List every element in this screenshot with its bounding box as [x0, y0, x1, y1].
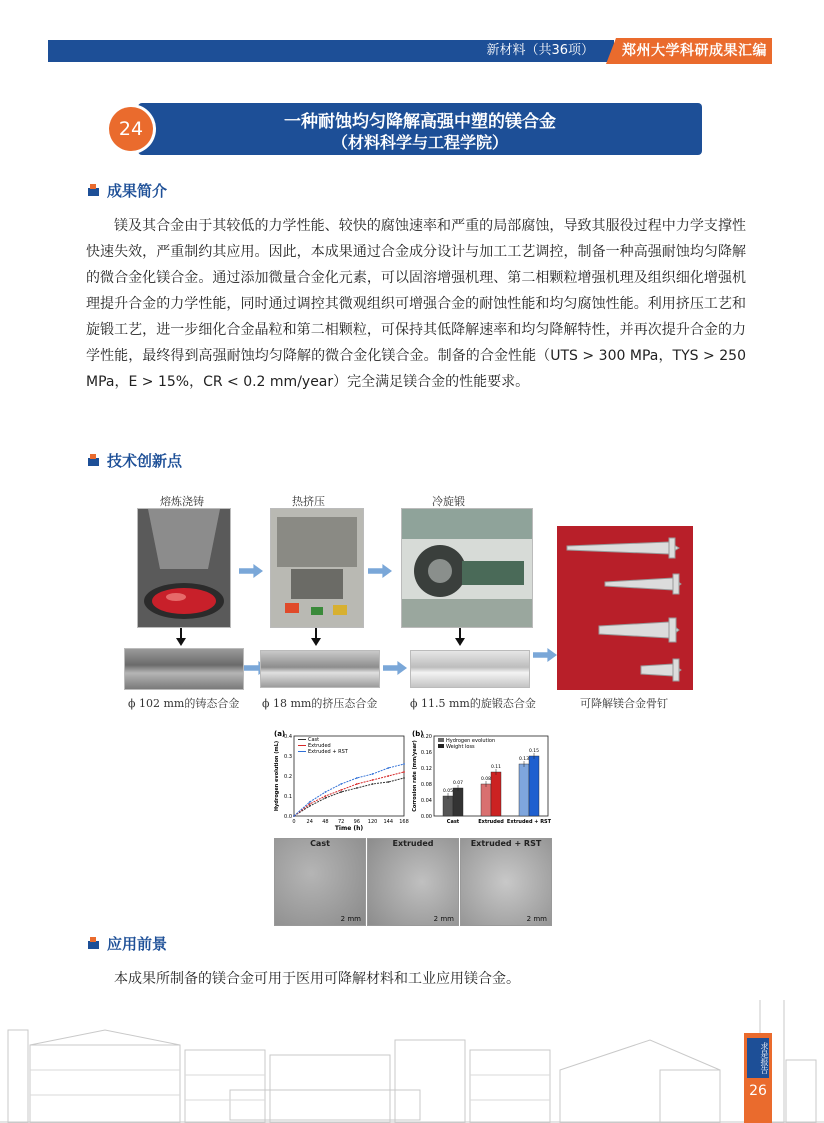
bar-value-label: 0.05 — [442, 789, 454, 794]
bar-hydrogen-evolution — [481, 784, 491, 816]
photo-cast-rod — [124, 648, 244, 690]
panel-label: (b) — [412, 730, 424, 738]
section-heading-text: 技术创新点 — [107, 451, 183, 470]
item-number: 24 — [109, 107, 153, 151]
x-tick-label: 96 — [353, 819, 361, 825]
step-label-swaging: 冷旋锻 — [432, 495, 465, 508]
data-point — [403, 777, 405, 779]
y-tick-label: 0.04 — [420, 798, 432, 804]
bar-weight-loss — [491, 772, 501, 816]
series-line-extruded — [294, 772, 404, 816]
section-heading-application — [88, 933, 167, 953]
data-point — [356, 777, 358, 779]
y-tick-label: 0.08 — [420, 782, 432, 788]
product-label-screws: 可降解镁合金骨钉 — [580, 697, 668, 710]
bar-weight-loss — [529, 756, 539, 816]
data-point — [293, 815, 295, 817]
photo-bone-screws — [557, 526, 693, 690]
photo-extruded-rod — [260, 650, 380, 688]
data-point — [340, 783, 342, 785]
panel-label: (a) — [274, 730, 286, 738]
data-point — [309, 805, 311, 807]
bar-value-label: 0.11 — [490, 765, 502, 770]
scale-bar: 2 mm — [433, 915, 454, 923]
x-tick-label: Extruded + RST — [506, 819, 552, 825]
section-bullet-icon — [88, 937, 99, 949]
scale-bar: 2 mm — [340, 915, 361, 923]
bar-value-label: 0.08 — [480, 777, 492, 782]
y-tick-label: 0.16 — [420, 750, 432, 756]
arrow-right-icon — [533, 648, 557, 662]
y-tick-label: 0.4 — [284, 734, 292, 740]
y-tick-label: 0.1 — [284, 794, 292, 800]
data-point — [403, 763, 405, 765]
data-point — [372, 779, 374, 781]
y-tick-label: 0.00 — [420, 814, 432, 820]
legend-swatch — [438, 744, 444, 748]
x-tick-label: 24 — [306, 819, 313, 825]
arrow-down-icon — [455, 628, 465, 646]
header-organization: 郑州大学科研成果汇编 — [622, 43, 767, 59]
y-tick-label: 0.12 — [420, 766, 432, 772]
x-axis-label: Time (h) — [334, 825, 364, 832]
section-heading-summary — [88, 180, 167, 200]
bar-value-label: 0.13 — [518, 757, 530, 762]
casting-image — [138, 509, 230, 627]
micrograph-label: Cast — [310, 839, 330, 848]
legend-label: Extruded + RST — [308, 749, 348, 755]
arrow-right-icon — [383, 661, 407, 675]
section-bullet-icon — [88, 454, 99, 466]
page-subtitle: （材料科学与工程学院） — [331, 133, 508, 152]
page-title: 一种耐蚀均匀降解高强中塑的镁合金 — [284, 112, 556, 132]
x-tick-label: 48 — [322, 819, 329, 825]
series-line-cast — [294, 778, 404, 816]
micrograph-extruded-rst — [460, 838, 552, 926]
data-point — [403, 771, 405, 773]
data-point — [387, 781, 389, 783]
micrograph-label: Extruded — [392, 839, 434, 848]
screws-image — [557, 526, 693, 690]
header-category: 新材料（共36项） — [486, 43, 594, 58]
y-tick-label: 0.2 — [284, 774, 292, 780]
bar-value-label: 0.15 — [528, 749, 540, 754]
data-point — [387, 775, 389, 777]
bar-hydrogen-evolution — [519, 764, 529, 816]
application-paragraph: 本成果所制备的镁合金可用于医用可降解材料和工业应用镁合金。 — [114, 971, 520, 987]
y-tick-label: 0.3 — [284, 754, 292, 760]
arrow-right-icon — [239, 564, 263, 578]
summary-paragraph: 镁及其合金由于其较低的力学性能、较快的腐蚀速率和严重的局部腐蚀，导致其服役过程中力学支撑性快速失效，严重制约其应用。因此，本成果通过合金成分设计与加工工艺调控，制备一种高强耐蚀均匀降解的微合金化镁合金。通过添加微量合金化元素，可以固溶增强机理、第二相颗粒增强机理及组织细化增强机理提升合金的力学性能，同时通过调控其微观组织可增强合金的耐蚀性能和均匀腐蚀性能。利用挤压工艺和旋锻工艺，进一步细化合金晶粒和第二相颗粒，可保持其低降解速率和均匀降解特性，并再次提升合金的力学性能，最终得到高强耐蚀均匀降解的微合金化镁合金。制备的合金性能（UTS > 300 MPa，TYS > 250 MPa，E > 15%，CR < 0.2 mm/year）完全满足镁合金的性能要求。 — [86, 218, 746, 390]
data-point — [356, 787, 358, 789]
photo-swaged-rod — [410, 650, 530, 688]
x-tick-label: 120 — [367, 819, 378, 825]
swaging-image — [402, 509, 532, 627]
legend-label: Extruded — [308, 743, 331, 749]
legend-swatch — [438, 738, 444, 742]
legend-label: Cast — [308, 737, 320, 743]
page-number: 26 — [749, 1083, 767, 1099]
step-label-casting: 熔炼浇铸 — [160, 495, 204, 508]
photo-extrusion — [270, 508, 364, 628]
data-point — [372, 773, 374, 775]
legend-label: Weight loss — [446, 744, 475, 750]
y-tick-label: 0.20 — [420, 734, 432, 740]
data-point — [340, 789, 342, 791]
x-tick-label: 144 — [383, 819, 394, 825]
scale-bar: 2 mm — [526, 915, 547, 923]
data-point — [325, 797, 327, 799]
data-point — [309, 801, 311, 803]
y-axis-label: Corrosion rate (mm/year) — [412, 740, 418, 812]
photo-casting — [137, 508, 231, 628]
section-heading-innovation — [88, 450, 182, 470]
product-label-cast: ϕ 102 mm的铸态合金 — [128, 697, 240, 710]
arrow-down-icon — [311, 628, 321, 646]
chart-hydrogen-evolution — [272, 728, 412, 836]
data-point — [387, 767, 389, 769]
product-label-extruded: ϕ 18 mm的挤压态合金 — [262, 697, 378, 710]
chart-corrosion-rate — [410, 728, 554, 836]
photo-swaging — [401, 508, 533, 628]
micrograph-label: Extruded + RST — [470, 839, 542, 848]
y-axis-label: Hydrogen evolution (mL) — [274, 740, 280, 812]
section-heading-text: 成果简介 — [107, 181, 168, 200]
data-point — [356, 783, 358, 785]
micrograph-cast — [274, 838, 366, 926]
arrow-down-icon — [176, 628, 186, 646]
micrograph-extruded — [367, 838, 459, 926]
extrusion-image — [271, 509, 363, 627]
data-point — [325, 791, 327, 793]
x-tick-label: 168 — [399, 819, 409, 825]
legend-label: Hydrogen evolution — [446, 738, 496, 744]
data-point — [309, 803, 311, 805]
product-label-swaged: ϕ 11.5 mm的旋锻态合金 — [410, 697, 536, 710]
section-bullet-icon — [88, 184, 99, 196]
qiushi-seal: 求是报告 — [747, 1038, 769, 1078]
y-tick-label: 0.0 — [284, 814, 292, 820]
campus-skyline-illustration — [0, 1000, 824, 1123]
data-point — [325, 795, 327, 797]
section-heading-text: 应用前景 — [107, 934, 168, 953]
arrow-right-icon — [368, 564, 392, 578]
step-label-extrusion: 热挤压 — [292, 495, 325, 508]
x-tick-label: 72 — [337, 819, 345, 825]
bar-value-label: 0.07 — [452, 781, 464, 786]
data-point — [372, 783, 374, 785]
x-tick-label: 0 — [292, 819, 296, 825]
data-point — [340, 791, 342, 793]
x-tick-label: Extruded — [478, 819, 504, 825]
bar-weight-loss — [453, 788, 463, 816]
x-tick-label: Cast — [446, 819, 460, 825]
